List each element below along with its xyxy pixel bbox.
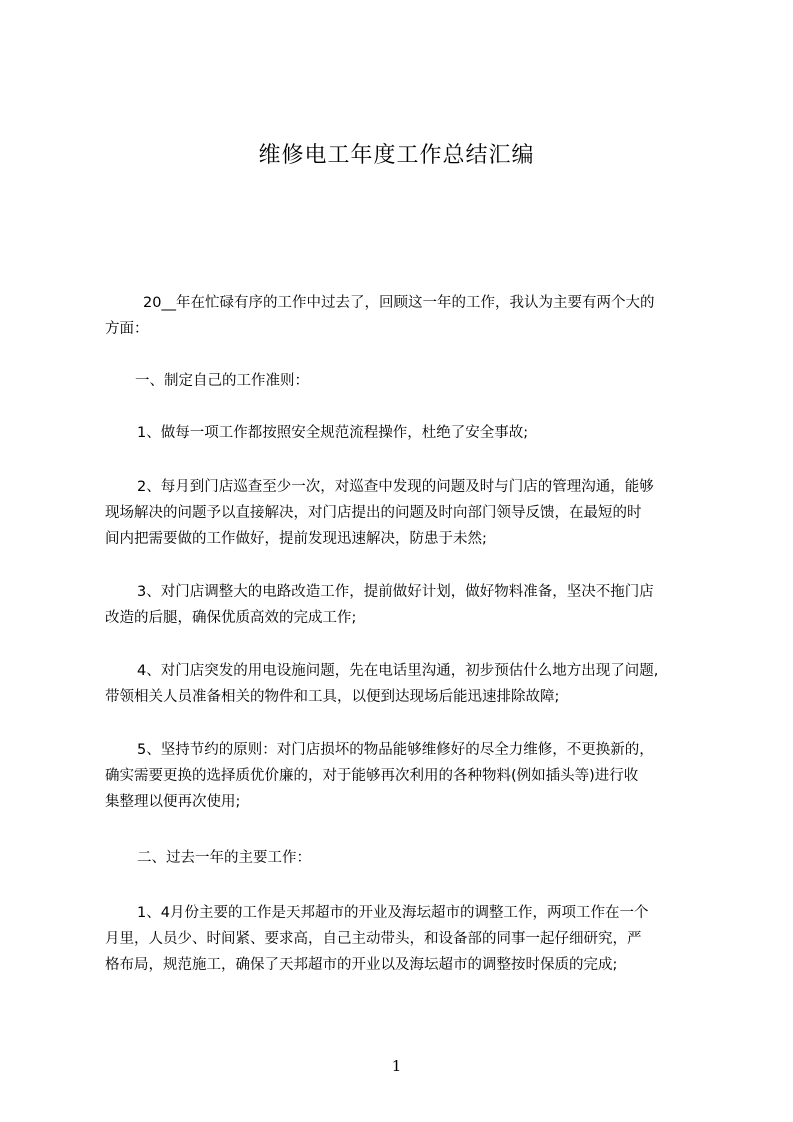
page-number: 1 xyxy=(391,1057,402,1075)
section-1-item-5-line-3: 集整理以便再次使用; xyxy=(105,794,241,810)
section-2-item-1-line-3: 格布局，规范施工，确保了天邦超市的开业以及海坛超市的调整按时保质的完成; xyxy=(105,957,618,973)
section-1-heading: 一、制定自己的工作准则： xyxy=(135,373,309,389)
document-title: 维修电工年度工作总结汇编 xyxy=(258,143,535,168)
section-1-item-2-line-1: 2、每月到门店巡查至少一次，对巡查中发现的问题及时与门店的管理沟通，能够 xyxy=(137,479,654,495)
section-1-item-5-line-1: 5、坚持节约的原则：对门店损坏的物品能够维修好的尽全力维修，不更换新的， xyxy=(137,742,654,758)
section-1-item-5-line-2: 确实需要更换的选择质优价廉的，对于能够再次利用的各种物料(例如插头等)进行收 xyxy=(105,768,639,784)
section-1-item-4-line-1: 4、对门店突发的用电设施问题，先在电话里沟通，初步预估什么地方出现了问题, xyxy=(137,663,659,679)
intro-line-1: 20__年在忙碌有序的工作中过去了，回顾这一年的工作，我认为主要有两个大的 xyxy=(143,295,655,311)
section-1-item-2-line-3: 间内把需要做的工作做好，提前发现迅速解决，防患于未然; xyxy=(105,531,487,547)
section-1-item-3-line-1: 3、对门店调整大的电路改造工作，提前做好计划，做好物料准备，坚决不拖门店 xyxy=(137,584,654,600)
section-2-item-1-line-1: 1、4月份主要的工作是天邦超市的开业及海坛超市的调整工作，两项工作在一个 xyxy=(137,905,649,921)
section-2-heading: 二、过去一年的主要工作： xyxy=(137,850,311,866)
section-1-item-1-line-1: 1、做每一项工作都按照安全规范流程操作，杜绝了安全事故; xyxy=(137,425,529,441)
section-1-item-3-line-2: 改造的后腿，确保优质高效的完成工作; xyxy=(105,610,357,626)
intro-line-2: 方面： xyxy=(105,321,149,337)
section-2-item-1-line-2: 月里，人员少、时间紧、要求高，自己主动带头，和设备部的同事一起仔细研究，严 xyxy=(105,931,642,947)
section-1-item-4-line-2: 带领相关人员准备相关的物件和工具，以便到达现场后能迅速排除故障; xyxy=(105,689,560,705)
section-1-item-2-line-2: 现场解决的问题予以直接解决，对门店提出的问题及时向部门领导反馈，在最短的时 xyxy=(105,505,642,521)
